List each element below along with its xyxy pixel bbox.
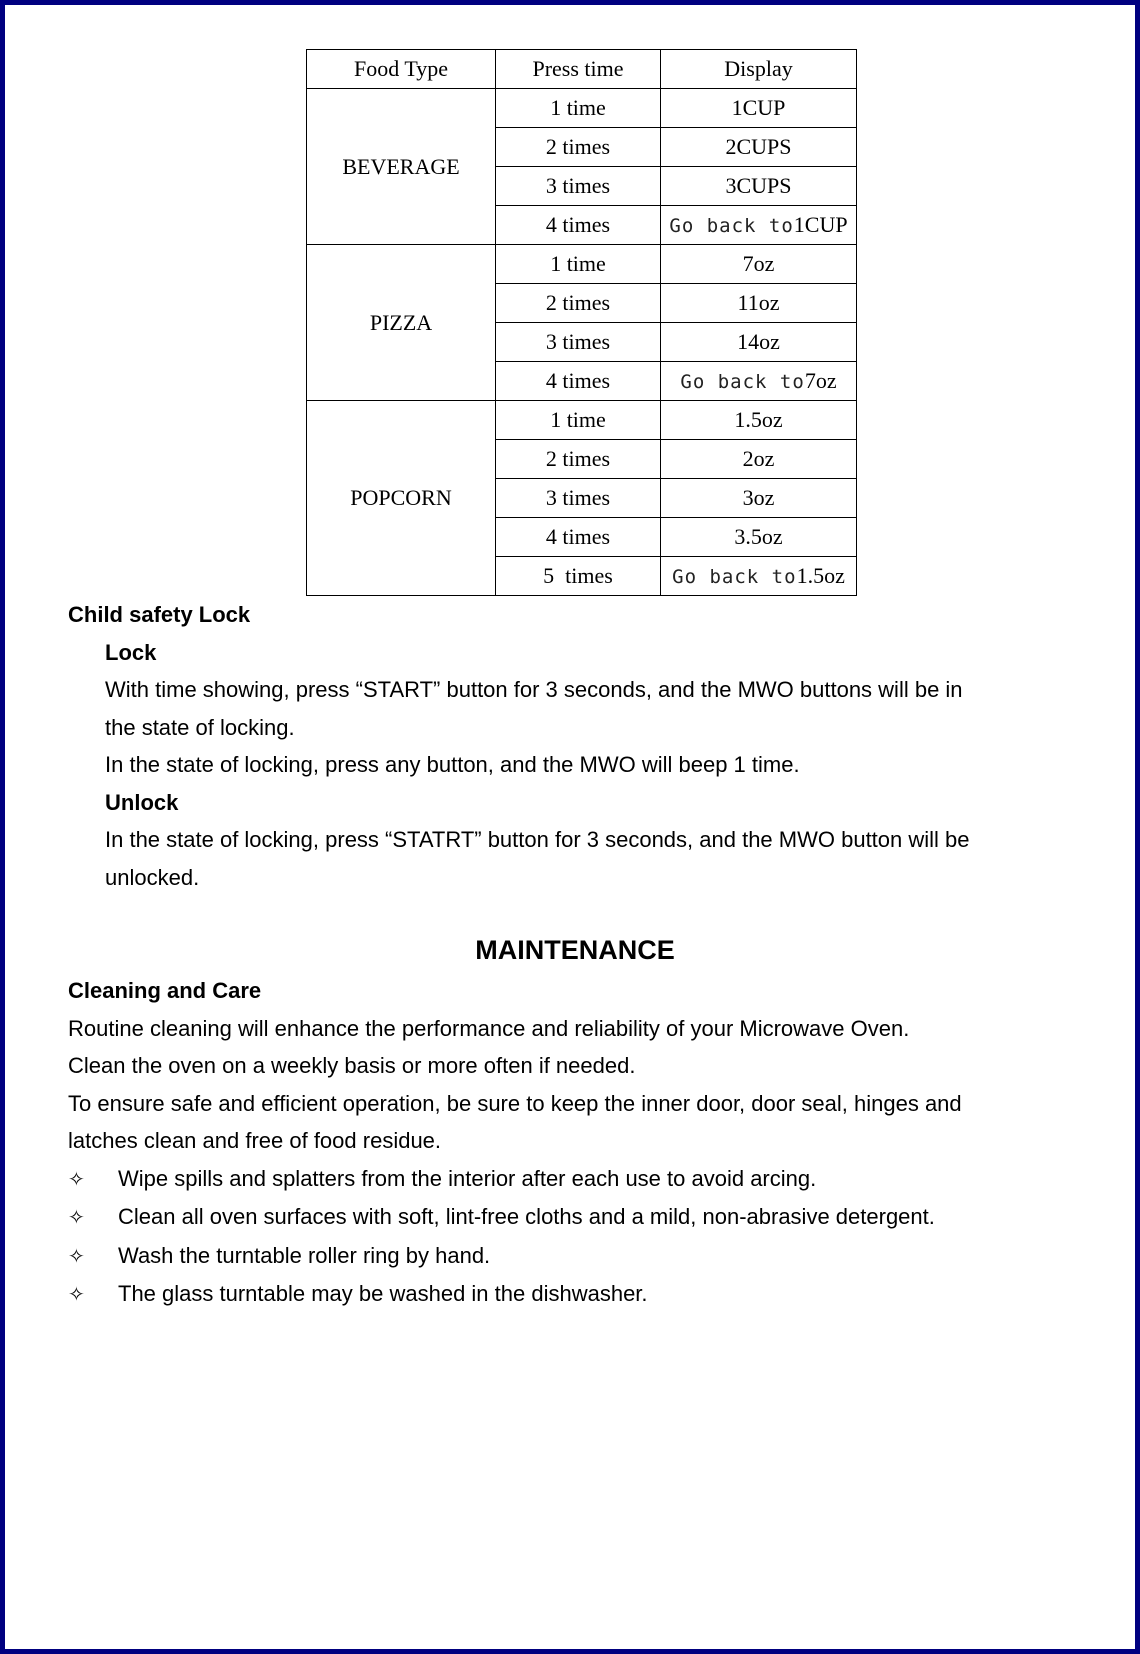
unlock-heading: Unlock [105, 789, 179, 815]
list-item [68, 1160, 1088, 1199]
go-back-label: Go back to [680, 371, 805, 393]
maintenance-paragraph: Clean the oven on a weekly basis or more often if needed. [68, 1053, 636, 1078]
press-cell: 1 time [496, 89, 661, 128]
press-cell: 4 times [496, 206, 661, 245]
press-cell: 2 times [496, 284, 661, 323]
lock-paragraph-line: With time showing, press “START” button for 3 seconds, and the MWO buttons will be in [105, 677, 963, 702]
press-cell: 3 times [496, 323, 661, 362]
child-lock-section [68, 596, 1088, 896]
food-pizza: PIZZA [307, 245, 496, 401]
unlock-paragraph-line: In the state of locking, press “STATRT” button for 3 seconds, and the MWO button will be [105, 827, 970, 852]
display-cell [661, 206, 857, 245]
unlock-paragraph-line: unlocked. [105, 864, 200, 890]
cleaning-heading: Cleaning and Care [68, 978, 262, 1003]
display-cell: 3CUPS [661, 167, 857, 206]
press-cell: 2 times [496, 128, 661, 167]
display-value: 1.5oz [796, 563, 845, 588]
maintenance-section [68, 972, 1088, 1314]
go-back-label: Go back to [669, 215, 794, 237]
table-row [307, 401, 857, 440]
display-cell [661, 362, 857, 401]
display-cell: 14oz [661, 323, 857, 362]
list-item [68, 1275, 1088, 1314]
press-cell: 1 time [496, 401, 661, 440]
diamond-bullet-icon: ✧ [68, 1166, 85, 1191]
table-row [307, 245, 857, 284]
lock-paragraph-beep: In the state of locking, press any button, and the MWO will beep 1 time. [105, 752, 800, 777]
list-item [68, 1237, 1088, 1276]
display-cell [661, 557, 857, 596]
list-item-text: Wipe spills and splatters from the interior after each use to avoid arcing. [118, 1165, 817, 1191]
diamond-bullet-icon: ✧ [68, 1282, 85, 1306]
table-header-row [307, 50, 857, 89]
display-cell: 7oz [661, 245, 857, 284]
lock-paragraph-line: the state of locking. [105, 714, 295, 740]
display-cell: 1CUP [661, 89, 857, 128]
display-cell: 3oz [661, 479, 857, 518]
child-lock-heading: Child safety Lock [68, 602, 251, 627]
food-type-table [306, 49, 857, 596]
display-cell: 3.5oz [661, 518, 857, 557]
maintenance-paragraph: Routine cleaning will enhance the performance and reliability of your Microwave Oven. [68, 1015, 910, 1041]
press-cell: 4 times [496, 518, 661, 557]
lock-heading: Lock [105, 639, 157, 665]
display-value: 1CUP [793, 212, 848, 237]
display-cell: 2oz [661, 440, 857, 479]
food-popcorn: POPCORN [307, 401, 496, 596]
display-cell: 1.5oz [661, 401, 857, 440]
go-back-label: Go back to [672, 566, 797, 588]
press-cell: 2 times [496, 440, 661, 479]
diamond-bullet-icon: ✧ [68, 1205, 85, 1229]
display-cell: 2CUPS [661, 128, 857, 167]
press-cell: 1 time [496, 245, 661, 284]
table-row [307, 89, 857, 128]
header-display: Display [661, 50, 857, 89]
maintenance-paragraph-line: latches clean and free of food residue. [68, 1128, 442, 1153]
maintenance-paragraph-line: To ensure safe and efficient operation, be sure to keep the inner door, door seal, hinges and [68, 1090, 962, 1116]
food-beverage: BEVERAGE [307, 89, 496, 245]
header-food-type: Food Type [307, 50, 496, 89]
list-item-text: Clean all oven surfaces with soft, lint-free cloths and a mild, non-abrasive detergent. [118, 1204, 935, 1229]
press-cell: 3 times [496, 479, 661, 518]
list-item [68, 1198, 1088, 1237]
diamond-bullet-icon: ✧ [68, 1243, 85, 1268]
list-item-text: The glass turntable may be washed in the dishwasher. [118, 1281, 648, 1306]
display-cell: 11oz [661, 284, 857, 323]
press-cell: 3 times [496, 167, 661, 206]
press-cell: 4 times [496, 362, 661, 401]
header-press-time: Press time [496, 50, 661, 89]
maintenance-title: MAINTENANCE [475, 935, 675, 965]
display-value: 7oz [804, 368, 837, 393]
list-item-text: Wash the turntable roller ring by hand. [118, 1242, 491, 1268]
press-cell: 5 times [496, 557, 661, 596]
